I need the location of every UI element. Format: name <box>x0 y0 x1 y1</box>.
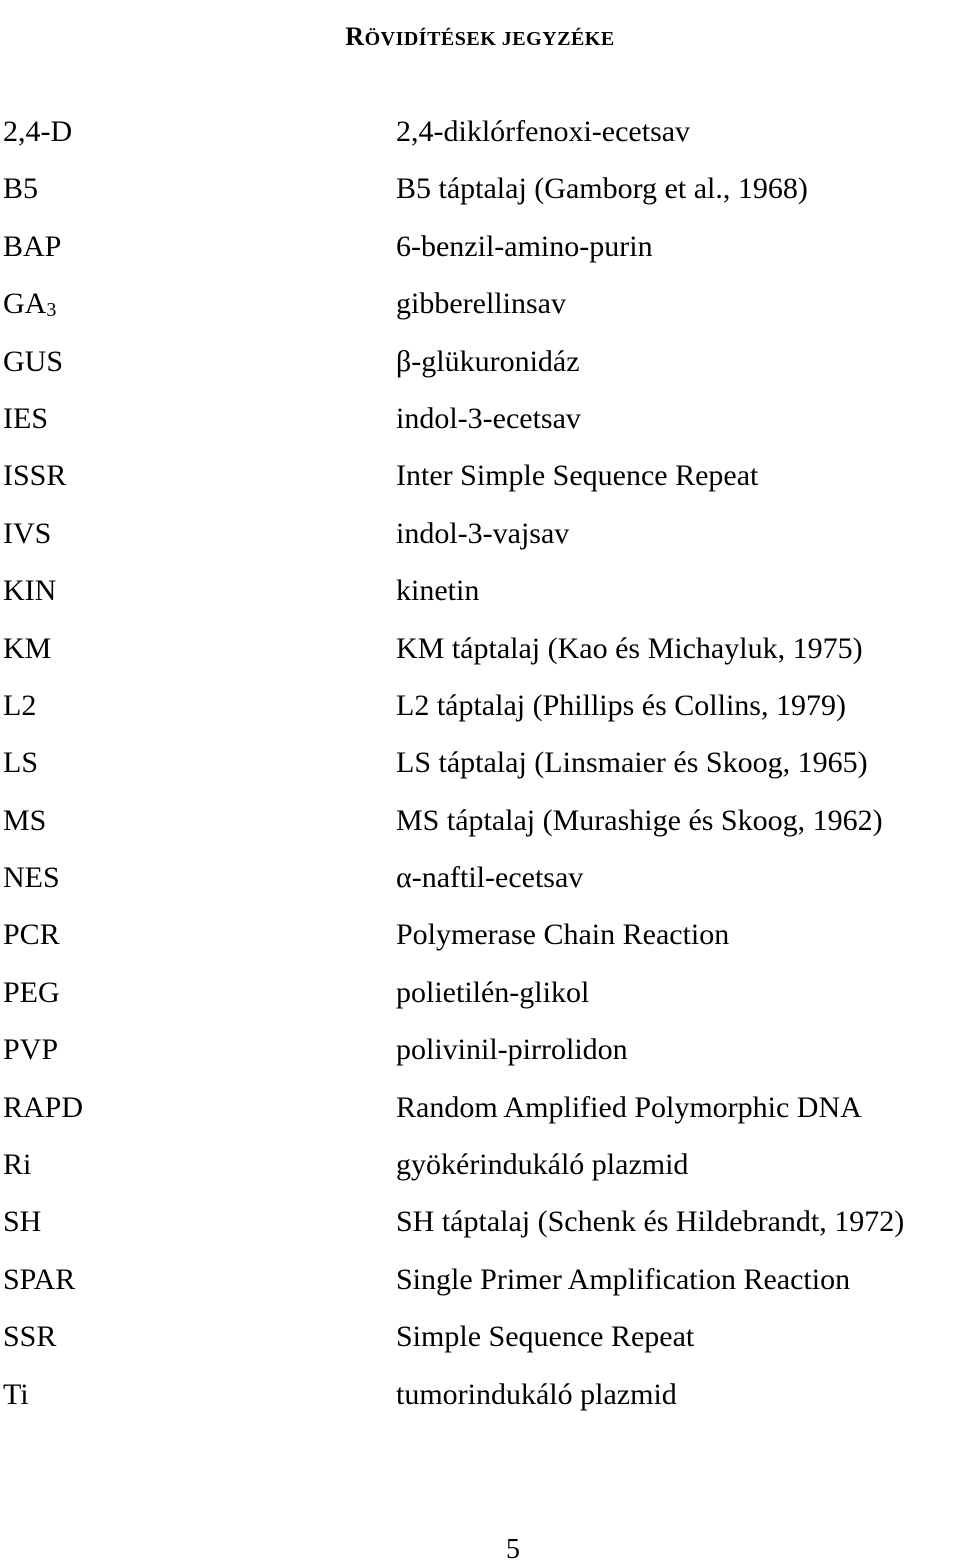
abbreviation-term <box>3 686 36 726</box>
list-item <box>0 1260 960 1317</box>
abbreviation-term-text: 2,4-D <box>3 115 73 148</box>
abbreviation-definition: Single Primer Amplification Reaction <box>396 1262 851 1296</box>
abbreviation-term-text: Ri <box>3 1148 32 1182</box>
abbreviation-term <box>3 1202 41 1242</box>
abbreviation-term <box>3 399 48 439</box>
abbreviation-term-text: RAPD <box>3 1090 84 1124</box>
abbreviation-definition: 2,4-diklórfenoxi-ecetsav <box>396 115 691 148</box>
abbreviation-term <box>3 284 56 327</box>
abbreviation-definition: kinetin <box>396 574 480 608</box>
list-item <box>0 1317 960 1374</box>
page-title-rest: ÖVIDÍTÉSEK JEGYZÉKE <box>364 28 615 51</box>
list-item <box>0 915 960 972</box>
abbreviation-term <box>3 743 38 783</box>
abbreviation-definition: indol-3-vajsav <box>396 516 570 550</box>
list-item <box>0 169 960 226</box>
list-item <box>0 743 960 800</box>
list-item <box>0 1202 960 1259</box>
page-title <box>0 22 960 52</box>
list-item <box>0 284 960 341</box>
abbreviation-definition: indol-3-ecetsav <box>396 401 581 435</box>
abbreviation-term-text: L2 <box>3 688 37 722</box>
list-item <box>0 399 960 456</box>
abbreviation-term <box>3 342 63 382</box>
abbreviation-definition: β-glükuronidáz <box>396 344 580 378</box>
list-item <box>0 112 960 169</box>
abbreviation-definition: Inter Simple Sequence Repeat <box>396 459 759 493</box>
abbreviation-definition: gibberellinsav <box>396 287 566 321</box>
list-item <box>0 342 960 399</box>
abbreviation-term-text: GUS <box>3 344 64 378</box>
abbreviation-term-text: IVS <box>3 516 52 550</box>
abbreviation-term-text: NES <box>3 861 60 895</box>
abbreviation-term-text: PVP <box>3 1033 59 1067</box>
abbreviation-term <box>3 858 60 898</box>
abbreviation-term <box>3 629 51 669</box>
abbreviation-term <box>3 1375 29 1415</box>
list-item <box>0 514 960 571</box>
abbreviation-term <box>3 169 38 209</box>
abbreviation-term <box>3 514 51 554</box>
abbreviation-term-text: SH <box>3 1205 42 1239</box>
abbreviation-term <box>3 1088 83 1128</box>
list-item <box>0 1088 960 1145</box>
abbreviation-definition: L2 táptalaj (Phillips és Collins, 1979) <box>396 688 846 722</box>
abbreviation-term <box>3 1030 58 1070</box>
abbreviation-subscript: 3 <box>46 299 57 322</box>
abbreviation-definition: 6-benzil-amino-purin <box>396 229 653 263</box>
abbreviation-term-text: Ti <box>3 1377 29 1411</box>
abbreviation-term <box>3 227 61 267</box>
abbreviation-definition: LS táptalaj (Linsmaier és Skoog, 1965) <box>396 746 868 780</box>
abbreviation-term-text: PCR <box>3 918 60 952</box>
abbreviation-term <box>3 456 66 496</box>
abbreviation-definition: Random Amplified Polymorphic DNA <box>396 1090 862 1124</box>
abbreviation-definition: B5 táptalaj (Gamborg et al., 1968) <box>396 172 808 206</box>
list-item <box>0 801 960 858</box>
abbreviation-term <box>3 112 72 152</box>
abbreviation-term-text: IES <box>3 401 48 435</box>
list-item <box>0 1030 960 1087</box>
abbreviation-definition: tumorindukáló plazmid <box>396 1377 677 1411</box>
abbreviation-term-text: KIN <box>3 574 57 608</box>
abbreviation-term <box>3 1260 75 1300</box>
abbreviation-term-text: GA <box>3 287 47 321</box>
abbreviation-term-text: BAP <box>3 229 62 263</box>
abbreviation-term <box>3 801 46 841</box>
abbreviation-term-text: PEG <box>3 975 60 1009</box>
abbreviation-term-text: KM <box>3 631 52 665</box>
abbreviation-definition: gyökérindukáló plazmid <box>396 1148 689 1182</box>
abbreviation-term <box>3 973 60 1013</box>
abbreviation-list <box>0 112 960 1432</box>
abbreviation-definition: SH táptalaj (Schenk és Hildebrandt, 1972) <box>396 1205 905 1239</box>
list-item <box>0 629 960 686</box>
abbreviation-term-text: LS <box>3 746 39 780</box>
abbreviation-term-text: SPAR <box>3 1262 76 1296</box>
list-item <box>0 1375 960 1432</box>
list-item <box>0 686 960 743</box>
page-title-initial: R <box>345 22 365 52</box>
abbreviation-term <box>3 1317 56 1357</box>
abbreviation-definition: Polymerase Chain Reaction <box>396 918 730 952</box>
page-number: 5 <box>506 1534 520 1565</box>
abbreviation-term <box>3 915 60 955</box>
abbreviation-term-text: SSR <box>3 1320 57 1354</box>
abbreviation-definition: MS táptalaj (Murashige és Skoog, 1962) <box>396 803 883 837</box>
abbreviation-term-text: B5 <box>3 172 39 206</box>
list-item <box>0 227 960 284</box>
abbreviation-term-text: ISSR <box>3 459 67 493</box>
abbreviation-definition: α-naftil-ecetsav <box>396 861 584 895</box>
list-item <box>0 571 960 628</box>
abbreviation-definition: polivinil-pirrolidon <box>396 1033 628 1067</box>
list-item <box>0 973 960 1030</box>
list-item <box>0 1145 960 1202</box>
abbreviation-definition: polietilén-glikol <box>396 975 590 1009</box>
list-item <box>0 858 960 915</box>
abbreviation-term <box>3 1145 31 1185</box>
list-item <box>0 456 960 513</box>
abbreviation-definition: Simple Sequence Repeat <box>396 1320 695 1354</box>
abbreviation-term <box>3 571 56 611</box>
abbreviation-definition: KM táptalaj (Kao és Michayluk, 1975) <box>396 631 863 665</box>
abbreviation-term-text: MS <box>3 803 47 837</box>
